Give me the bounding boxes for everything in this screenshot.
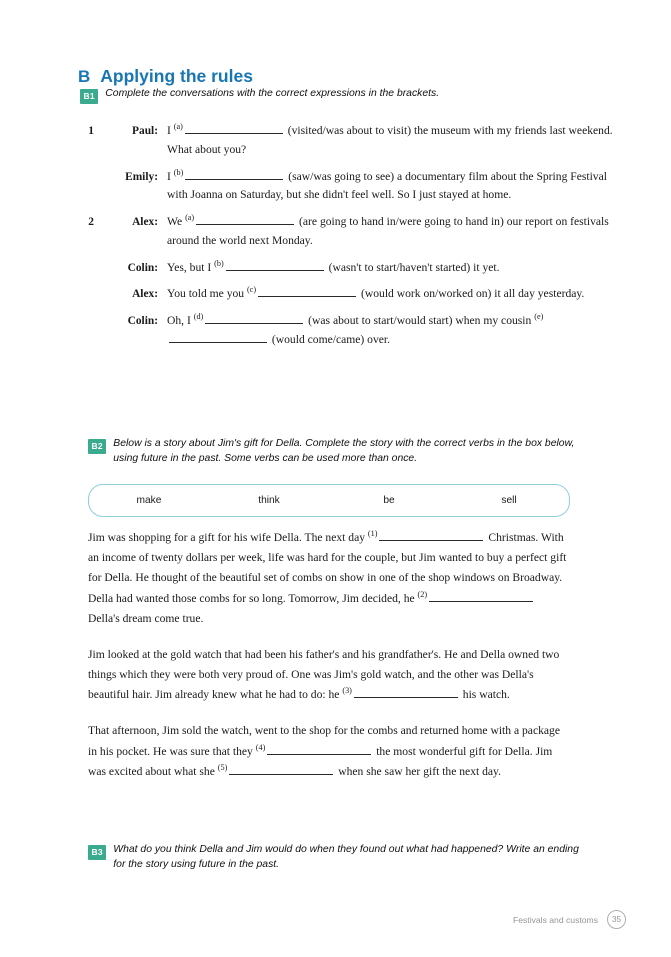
blank-marker: (c) <box>247 285 257 295</box>
word-bank-item[interactable]: sell <box>501 495 517 506</box>
blank-marker: (d) <box>193 312 204 322</box>
word-bank-item[interactable]: think <box>258 495 280 506</box>
conversation-speaker: Alex: <box>132 216 158 229</box>
section-heading <box>78 66 253 87</box>
blank-marker: (b) <box>214 258 224 268</box>
answer-blank[interactable] <box>267 744 371 755</box>
story-paragraph: That afternoon, Jim sold the watch, went to the shop for the combs and returned home with a package in his pocket. He was sure that they $^{(4)}$ the most wonderful gift for Della. Jim was excited about what she $^{(5)}$ when she saw her gift the next day. <box>88 724 560 778</box>
answer-blank[interactable] <box>226 260 324 271</box>
conversation-speaker: Colin: <box>127 315 158 328</box>
footer-chapter-title: Festivals and customs <box>512 914 598 925</box>
page-number: 35 <box>607 910 626 929</box>
task-badge-b1: B1 <box>80 89 98 104</box>
answer-blank[interactable] <box>196 214 294 225</box>
conversation-line <box>76 312 616 350</box>
blank-marker: (e) <box>534 312 544 322</box>
task-b1 <box>80 87 600 104</box>
blank-marker: (a) <box>185 213 195 223</box>
answer-blank[interactable] <box>229 764 333 775</box>
answer-blank[interactable] <box>379 530 483 541</box>
answer-blank[interactable] <box>185 169 283 180</box>
conversation-exercise <box>76 122 616 358</box>
blank-marker: (a) <box>173 122 183 132</box>
section-letter: B <box>78 67 91 86</box>
page-footer <box>513 910 626 929</box>
task-badge-b3: B3 <box>88 845 106 860</box>
conversation-group <box>76 122 616 205</box>
conversation-speaker: Colin: <box>127 261 158 274</box>
story-paragraph: Jim was shopping for a gift for his wife Della. The next day $^{(1)}$ Christmas. With an income of twenty dollars per week, life was hard for the couple, but Jim wanted to buy a perfect gift for Della. He thought of the beautiful set of combs on show in one of the shop windows on Broadway. Della had wanted those combs for so long. Tomorrow, Jim decided, he $^{(2)}$ Della's dream come true. <box>88 529 567 625</box>
conversation-speaker: Emily: <box>125 170 158 183</box>
conversation-body: You told me you $^{(c)}$ (would work on/worked on) it all day yesterday. <box>167 285 585 301</box>
conversation-body: I $^{(b)}$ (saw/was going to see) a documentary film about the Spring Festival with Joanna on Saturday, but she didn't feel well. So I just stayed at home. <box>167 167 607 202</box>
conversation-number: 1 <box>88 125 94 137</box>
conversation-line <box>76 285 616 304</box>
conversation-body: Oh, I $^{(d)}$ (was about to start/would start) when my cousin $^{(e)}$ (would come/came) over. <box>167 312 544 347</box>
blank-marker: (1) <box>367 529 378 539</box>
word-bank-box <box>88 484 570 517</box>
task-b2 <box>88 437 580 467</box>
conversation-line <box>76 213 616 251</box>
task-instruction-b3: What do you think Della and Jim would do when they found out what had happened? Write an ending for the story using future in the past. <box>113 844 579 870</box>
conversation-body: I $^{(a)}$ (visited/was about to visit) the museum with my friends last weekend. What about you? <box>167 122 613 156</box>
word-bank-item[interactable]: make <box>136 495 162 506</box>
answer-blank[interactable] <box>258 287 356 298</box>
conversation-line <box>76 259 616 278</box>
story-paragraph: Jim looked at the gold watch that had been his father's and his grandfather's. He and Della owned two things which they were both very proud of. One was Jim's gold watch, and the other was Della's beautiful hair. Jim already knew what he had to do: he $^{(3)}$ his watch. <box>88 647 560 702</box>
answer-blank[interactable] <box>205 313 303 324</box>
blank-marker: (3) <box>342 686 352 696</box>
task-instruction-b1: Complete the conversations with the correct expressions in the brackets. <box>105 88 440 99</box>
story-text <box>88 528 568 798</box>
conversation-line <box>76 168 616 206</box>
answer-blank[interactable] <box>354 687 458 698</box>
blank-marker: (2) <box>417 589 428 599</box>
word-bank-item[interactable]: be <box>383 495 395 506</box>
answer-blank[interactable] <box>185 123 283 134</box>
conversation-line <box>76 122 616 160</box>
answer-blank[interactable] <box>169 332 267 343</box>
conversation-number: 2 <box>88 216 94 229</box>
conversation-speaker: Paul: <box>132 125 158 137</box>
answer-blank[interactable] <box>429 591 533 602</box>
task-b3 <box>88 843 580 873</box>
conversation-body: We $^{(a)}$ (are going to hand in/were going to hand in) our report on festivals around the world next Monday. <box>167 213 609 247</box>
conversation-body: Yes, but I $^{(b)}$ (wasn't to start/haven't started) it yet. <box>167 258 500 274</box>
blank-marker: (4) <box>255 742 266 752</box>
task-badge-b2: B2 <box>88 439 106 454</box>
section-title: Applying the rules <box>100 66 253 86</box>
conversation-speaker: Alex: <box>132 288 158 301</box>
task-instruction-b2: Below is a story about Jim's gift for Della. Complete the story with the correct verbs in the box below, using future in the past. Some verbs can be used more than once. <box>113 438 575 464</box>
blank-marker: (b) <box>173 167 184 177</box>
conversation-group <box>76 213 616 350</box>
blank-marker: (5) <box>217 762 228 772</box>
